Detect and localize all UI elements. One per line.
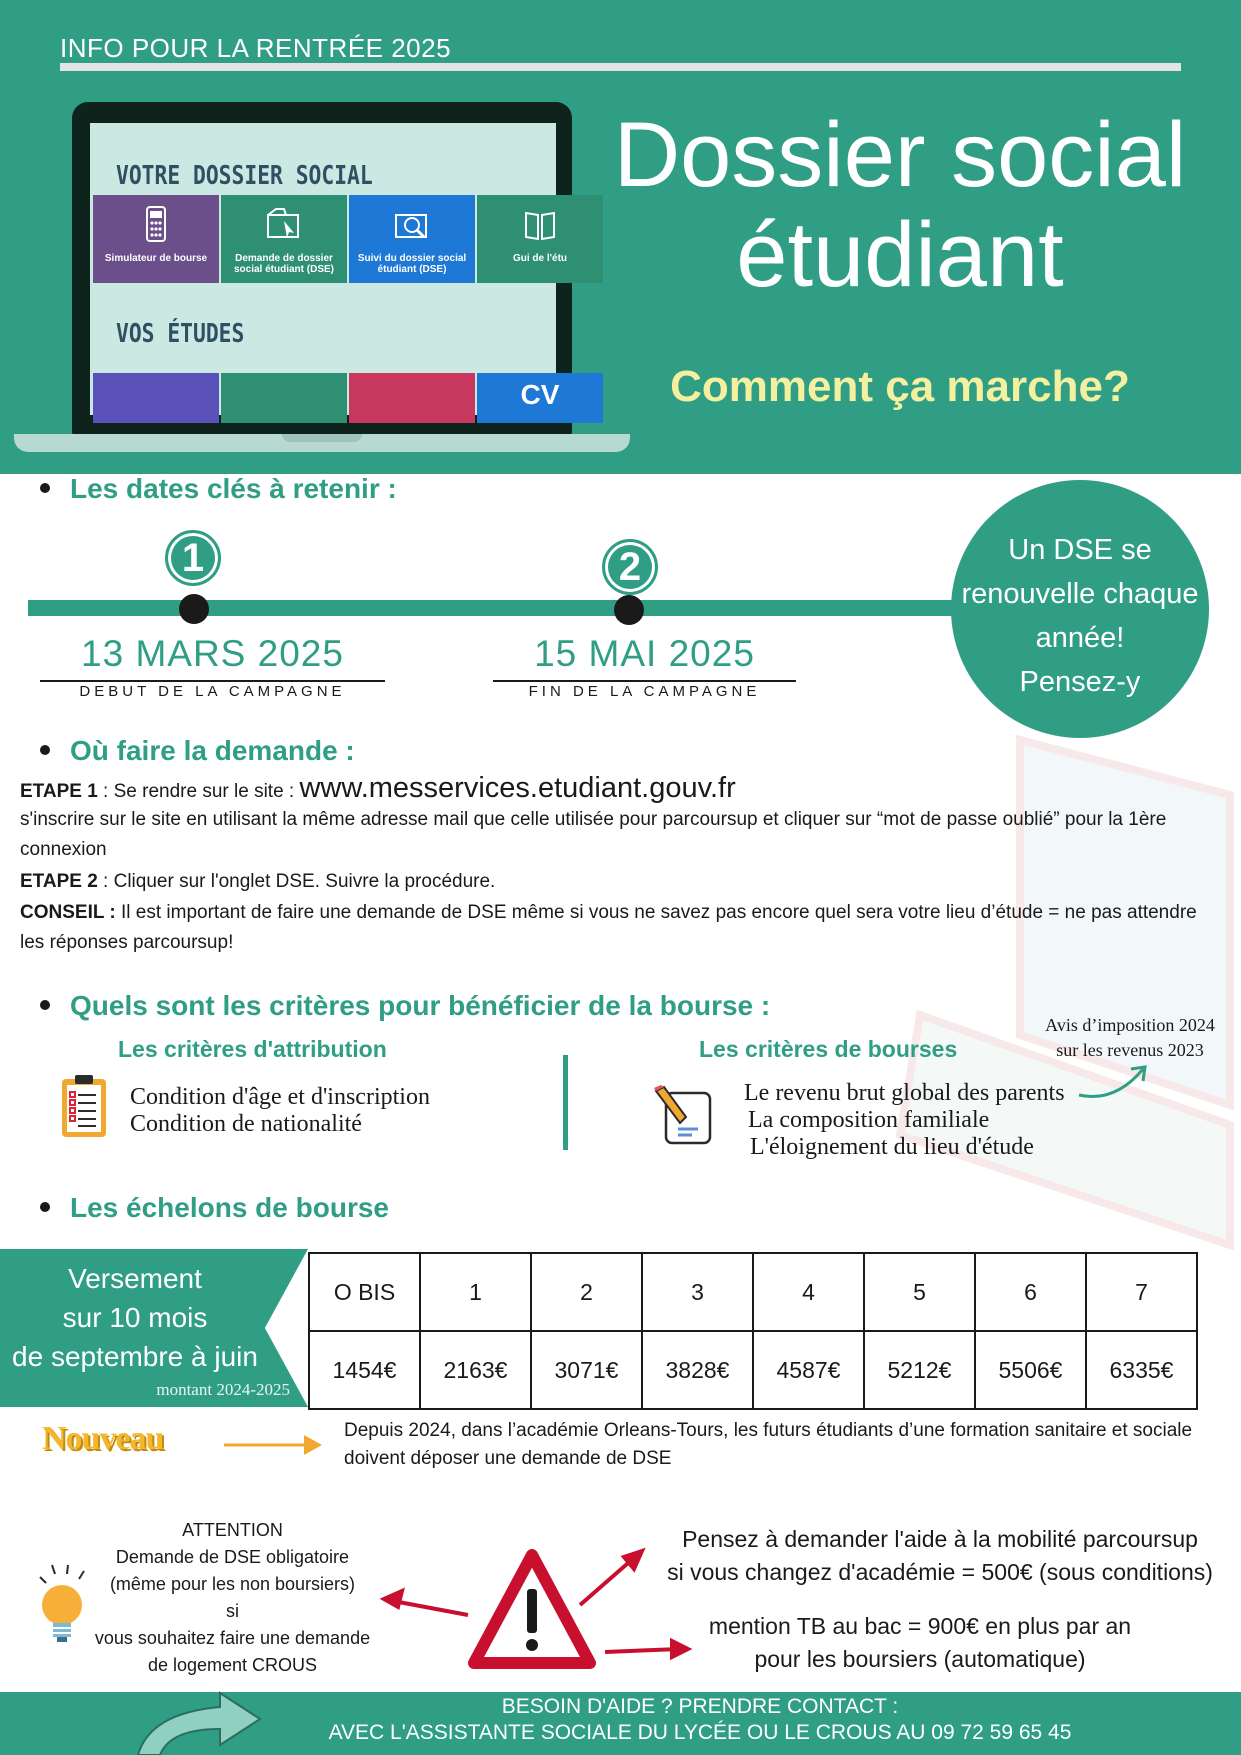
attribution-title: Les critères d'attribution [118, 1036, 387, 1062]
imposition-note [1020, 1013, 1240, 1063]
step-number-2: 2 [602, 539, 658, 595]
versement-line: de septembre à juin [12, 1341, 258, 1372]
attention-line: vous souhaitez faire une demande [94, 1628, 371, 1648]
conseil-text: Il est important de faire une demande de DSE même si vous ne savez pas encore quel sera votre lieu d’étude = ne pas attendre les réponses parcoursup! [20, 902, 1197, 953]
amount-cell: 3071€ [531, 1331, 642, 1409]
renew-reminder-circle [951, 480, 1209, 738]
calculator-icon [136, 205, 176, 245]
end-caption: FIN DE LA CAMPAGNE [528, 683, 761, 700]
amount-cell: 5212€ [864, 1331, 975, 1409]
montant-note: montant 2024-2025 [156, 1380, 290, 1399]
footer-line: BESOIN D'AIDE ? PRENDRE CONTACT : [501, 1695, 899, 1718]
level-cell: 5 [864, 1253, 975, 1331]
timeline-dot-2 [614, 595, 644, 625]
note-line: Avis d’imposition 2024 [1045, 1015, 1215, 1035]
etape-text: : Cliquer sur l'onglet DSE. Suivre la procédure. [97, 871, 496, 892]
date-rule [40, 680, 385, 682]
attention-line: Demande de DSE obligatoire [115, 1547, 350, 1567]
section-criteres-heading [40, 990, 770, 1022]
conseil-label: CONSEIL : [20, 902, 116, 923]
timeline-dot-1 [179, 594, 209, 624]
footer-contact [280, 1694, 1120, 1746]
tile-label: Gui de l'étu [512, 253, 568, 264]
tile-label: Suivi du dossier social étudiant (DSE) [357, 253, 467, 275]
screen-heading-2: VOS ÉTUDES [116, 319, 245, 349]
tile-etudes-2 [221, 373, 347, 423]
renew-line: Un DSE se [1008, 534, 1152, 566]
section-heading-text: Où faire la demande : [70, 735, 355, 766]
mention-note [660, 1610, 1180, 1676]
section-dates-heading [40, 473, 397, 505]
screen-heading: VOTRE DOSSIER SOCIAL [116, 161, 373, 191]
attribution-item: Condition d'âge et d'inscription [130, 1084, 430, 1110]
attribution-item: Condition de nationalité [130, 1111, 362, 1137]
kicker-text: INFO POUR LA RENTRÉE 2025 [60, 33, 452, 63]
laptop-notch [282, 434, 362, 442]
level-cell: 4 [753, 1253, 864, 1331]
tile-label: Simulateur de bourse [104, 253, 208, 264]
footer-line: AVEC L'ASSISTANTE SOCIALE DU LYCÉE OU LE CROUS AU 09 72 59 65 45 [328, 1721, 1072, 1744]
renew-line: Pensez-y [1019, 666, 1141, 698]
end-date: 15 MAI 2025 [534, 633, 755, 674]
amount-cell: 3828€ [642, 1331, 753, 1409]
tile-suivi [349, 195, 475, 283]
start-date: 13 MARS 2025 [81, 633, 344, 674]
level-cell: 2 [531, 1253, 642, 1331]
table-row-levels [309, 1253, 1197, 1331]
tile-etudes-1 [93, 373, 219, 423]
title-line-1: Dossier social [613, 104, 1187, 206]
etape-label: ETAPE 2 [20, 871, 98, 892]
section-echelons-heading [40, 1192, 389, 1224]
criteria-divider [563, 1055, 568, 1150]
etape-label: ETAPE 1 [20, 781, 98, 802]
timeline-bar [28, 600, 968, 616]
mobilite-note [640, 1523, 1240, 1589]
title-line-2: étudiant [736, 204, 1064, 306]
page-subtitle: Comment ça marche? [670, 362, 1130, 411]
mobilite-line: Pensez à demander l'aide à la mobilité parcoursup [682, 1526, 1198, 1552]
site-url[interactable]: www.messervices.etudiant.gouv.fr [299, 772, 736, 804]
kicker-divider [60, 63, 1181, 71]
tile-label: Demande de dossier social étudiant (DSE) [233, 253, 334, 275]
level-cell: 3 [642, 1253, 753, 1331]
table-row-amounts [309, 1331, 1197, 1409]
bullet [40, 1202, 50, 1212]
step-number-1: 1 [165, 530, 221, 586]
versement-text [0, 1259, 270, 1376]
bourses-item: L'éloignement du lieu d'étude [750, 1134, 1034, 1160]
level-cell: 6 [975, 1253, 1086, 1331]
level-cell: 1 [420, 1253, 531, 1331]
curved-arrow-footer-icon [130, 1683, 270, 1755]
inscription-text: s'inscrire sur le site en utilisant la même adresse mail que celle utilisée pour parcoursup et cliquer sur “mot de passe oublié” pour la 1ère connexion [20, 809, 1167, 860]
nouveau-label: Nouveau [42, 1420, 164, 1457]
tile-demande [221, 195, 347, 283]
amount-cell: 6335€ [1086, 1331, 1197, 1409]
amount-cell: 1454€ [309, 1331, 420, 1409]
echelons-table [308, 1252, 1198, 1410]
attention-line: ATTENTION [182, 1520, 283, 1540]
etape-text: : Se rendre sur le site : [97, 781, 300, 802]
attention-line: de logement CROUS [147, 1655, 318, 1675]
clipboard-icon [60, 1073, 108, 1139]
tile-simulateur [93, 195, 219, 283]
etape-2 [20, 867, 1220, 897]
page-title [580, 105, 1220, 305]
mention-line: mention TB au bac = 900€ en plus par an [708, 1613, 1132, 1639]
section-heading-text: Les dates clés à retenir : [70, 473, 397, 504]
tile-etudes-3 [349, 373, 475, 423]
attention-line: si [226, 1601, 239, 1621]
curved-arrow-icon [1075, 1063, 1150, 1103]
laptop-screen [90, 123, 568, 415]
folder-cursor-icon [264, 205, 304, 245]
amount-cell: 5506€ [975, 1331, 1086, 1409]
conseil [20, 898, 1220, 958]
bourses-item: La composition familiale [748, 1107, 990, 1133]
bullet [40, 483, 50, 493]
start-caption: DEBUT DE LA CAMPAGNE [79, 683, 346, 700]
renew-line: année! [1035, 622, 1125, 654]
document-pencil-icon [652, 1085, 716, 1147]
etape-1 [20, 773, 1220, 807]
attention-line: (même pour les non boursiers) [109, 1574, 356, 1594]
section-heading-text: Quels sont les critères pour bénéficier de la bourse : [70, 990, 771, 1021]
level-cell: O BIS [309, 1253, 420, 1331]
bullet [40, 745, 50, 755]
attribution-list [130, 1084, 430, 1138]
bourses-item: Le revenu brut global des parents [744, 1080, 1065, 1106]
folder-search-icon [392, 205, 432, 245]
bullet [40, 1000, 50, 1010]
renew-line: renouvelle chaque [961, 578, 1199, 610]
book-icon [520, 205, 560, 245]
versement-line: Versement [68, 1263, 202, 1294]
date-rule [493, 680, 796, 682]
arrow-right-icon [222, 1430, 326, 1460]
section-heading-text: Les échelons de bourse [70, 1192, 389, 1223]
mention-line: pour les boursiers (automatique) [754, 1646, 1086, 1672]
level-cell: 7 [1086, 1253, 1197, 1331]
attention-note [70, 1517, 395, 1679]
bourses-list [744, 1080, 1065, 1161]
tile-cv: CV [477, 373, 603, 423]
section-demande-heading [40, 735, 355, 767]
versement-line: sur 10 mois [62, 1302, 208, 1333]
note-line: sur les revenus 2023 [1056, 1040, 1204, 1060]
amount-cell: 4587€ [753, 1331, 864, 1409]
bourses-title: Les critères de bourses [699, 1036, 958, 1062]
nouveau-text: Depuis 2024, dans l’académie Orleans-Tours, les futurs étudiants d’une formation sanitaire et sociale doivent déposer une demande de DSE [344, 1420, 1193, 1469]
mobilite-line: si vous changez d'académie = 500€ (sous conditions) [667, 1559, 1213, 1585]
amount-cell: 2163€ [420, 1331, 531, 1409]
